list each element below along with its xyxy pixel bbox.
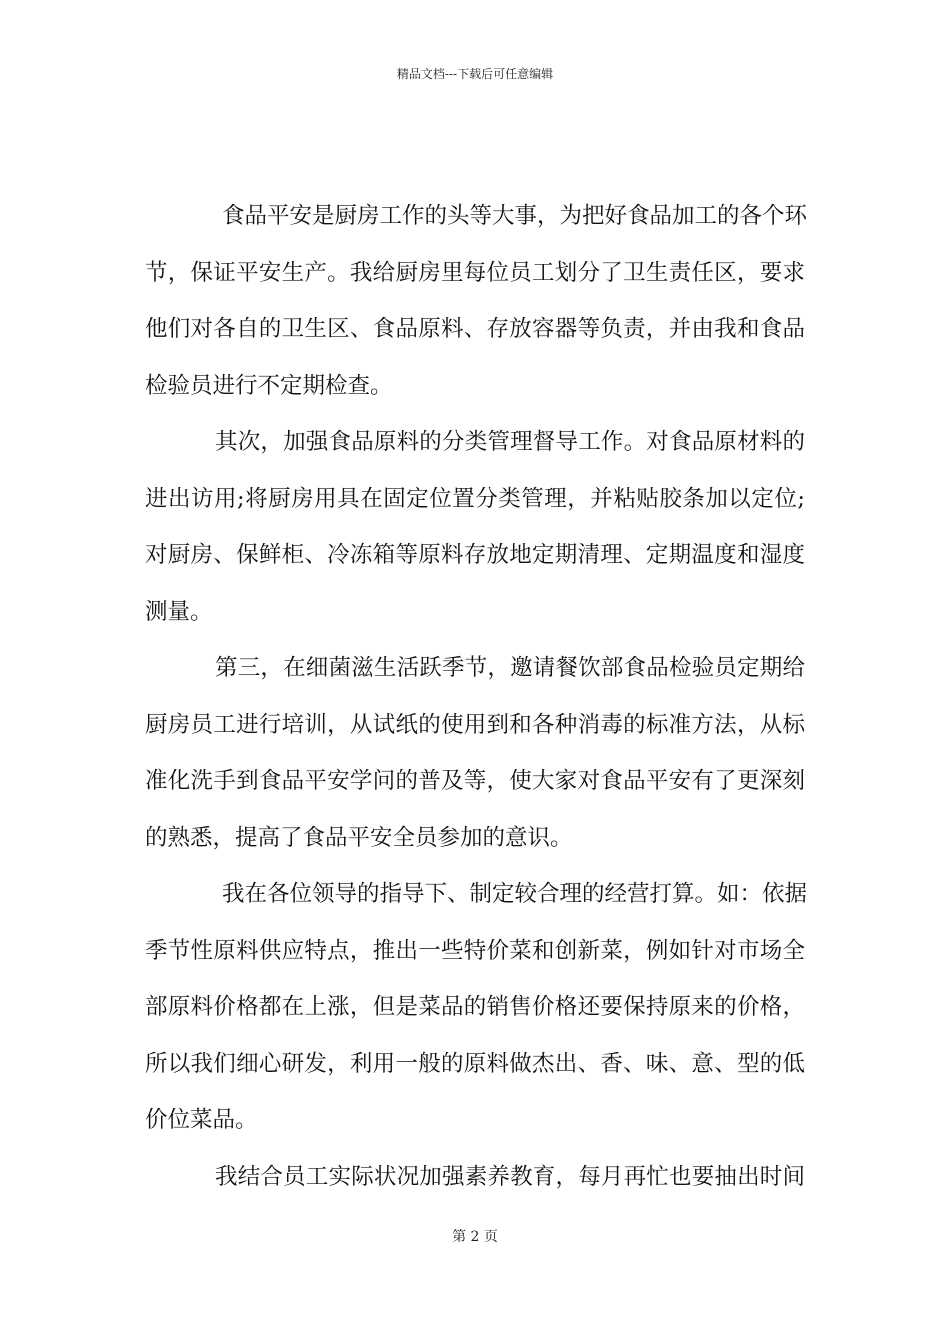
paragraph-line: 他们对各自的卫生区、食品原料、存放容器等负责，并由我和食品 bbox=[145, 316, 805, 342]
paragraph-line: 我在各位领导的指导下、制定较合理的经营打算。如：依据 bbox=[222, 881, 808, 907]
paragraph-line: 厨房员工进行培训，从试纸的使用到和各种消毒的标准方法，从标 bbox=[145, 711, 805, 738]
paragraph-material-management bbox=[145, 414, 805, 640]
paragraph-line: 检验员进行不定期检查。 bbox=[145, 372, 393, 399]
page-header: 精品文档---下载后可任意编辑 bbox=[396, 67, 554, 81]
paragraph-line: 对厨房、保鲜柜、冷冻箱等原料存放地定期清理、定期温度和湿度 bbox=[145, 542, 805, 568]
paragraph-line: 所以我们细心研发，利用一般的原料做杰出、香、味、意、型的低 bbox=[145, 1050, 805, 1077]
paragraph-staff-education bbox=[145, 1149, 805, 1206]
paragraph-line: 准化洗手到食品平安学问的普及等，使大家对食品平安有了更深刻 bbox=[145, 768, 805, 794]
paragraph-line: 价位菜品。 bbox=[145, 1107, 258, 1133]
paragraph-line: 节，保证平安生产。我给厨房里每位员工划分了卫生责任区，要求 bbox=[145, 259, 805, 286]
paragraph-line: 食品平安是厨房工作的头等大事，为把好食品加工的各个环 bbox=[222, 203, 808, 229]
page-number: 第 2 页 bbox=[452, 1229, 498, 1245]
paragraph-line: 其次，加强食品原料的分类管理督导工作。对食品原材料的 bbox=[215, 429, 805, 455]
paragraph-line: 我结合员工实际状况加强素养教育，每月再忙也要抽出时间 bbox=[215, 1163, 805, 1190]
paragraph-training bbox=[145, 640, 805, 866]
paragraph-line: 第三，在细菌滋生活跃季节，邀请餐饮部食品检验员定期给 bbox=[215, 655, 805, 681]
paragraph-line: 测量。 bbox=[145, 598, 213, 625]
document-body bbox=[145, 188, 808, 1205]
paragraph-business-plan bbox=[145, 866, 808, 1149]
paragraph-line: 部原料价格都在上涨，但是菜品的销售价格还要保持原来的价格， bbox=[145, 994, 805, 1020]
paragraph-line: 的熟悉，提高了食品平安全员参加的意识。 bbox=[145, 824, 573, 851]
paragraph-food-safety bbox=[145, 188, 808, 414]
paragraph-line: 进出访用;将厨房用具在固定位置分类管理，并粘贴胶条加以定位; bbox=[145, 485, 805, 512]
paragraph-line: 季节性原料供应特点，推出一些特价菜和创新菜，例如针对市场全 bbox=[145, 937, 805, 964]
